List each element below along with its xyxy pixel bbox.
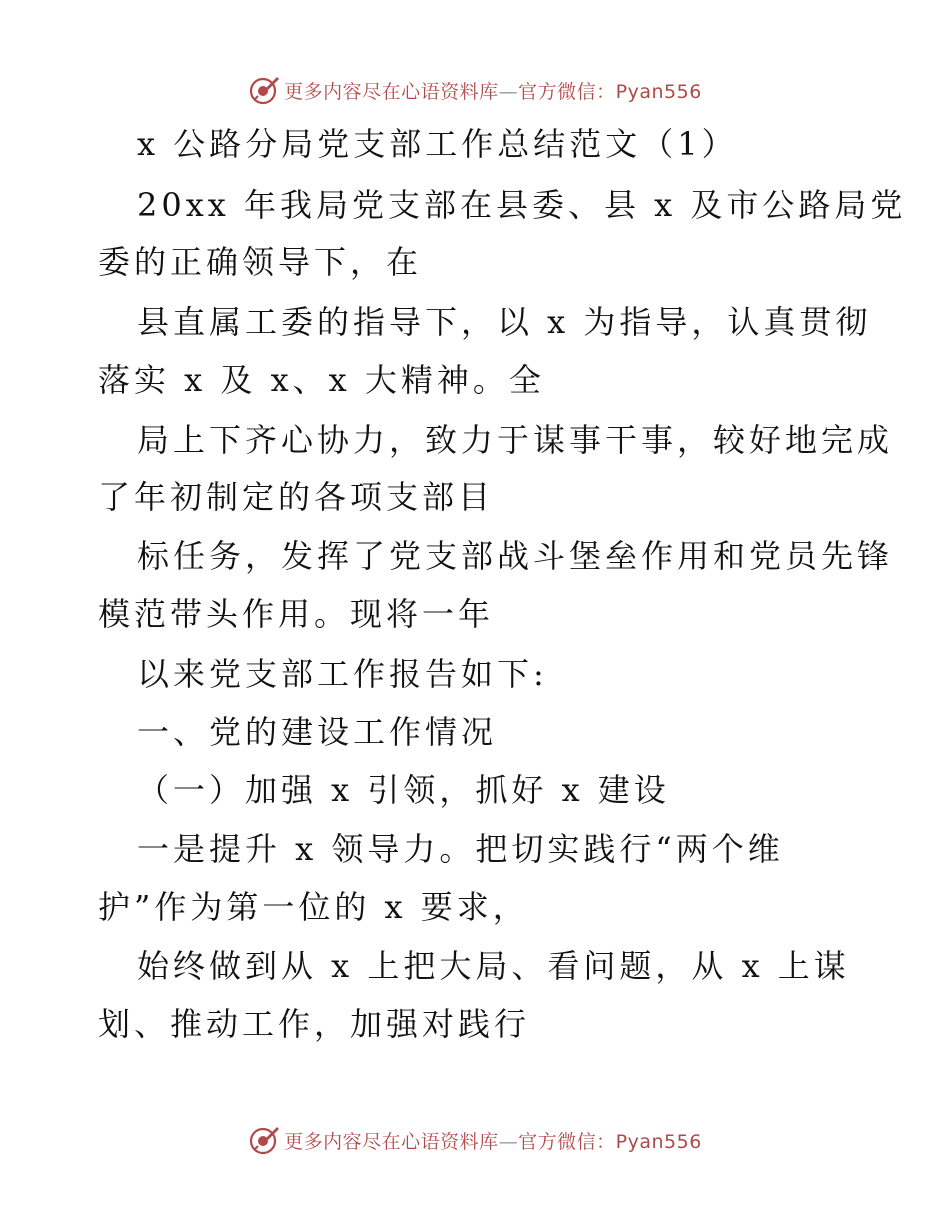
paragraph-line: 一是提升 x 领导力。把切实践行“两个维	[137, 830, 784, 868]
section-heading: 一、党的建设工作情况	[137, 713, 498, 751]
paragraph-line: 标任务，发挥了党支部战斗堡垒作用和党员先锋	[137, 537, 894, 575]
paragraph-line: 委的正确领导下，在	[98, 243, 423, 281]
watermark-text: 更多内容尽在心语资料库	[284, 80, 499, 103]
paragraph-line: 20xx 年我局党支部在县委、县 x 及市公路局党	[137, 186, 907, 224]
subsection-heading: （一）加强 x 引领，抓好 x 建设	[137, 771, 670, 809]
watermark-separator: —	[498, 1130, 519, 1153]
watermark-contact: 官方微信：Pyan556	[518, 1130, 702, 1153]
paragraph-line: 县直属工委的指导下，以 x 为指导，认真贯彻	[137, 303, 872, 341]
watermark-separator: —	[498, 80, 519, 103]
watermark-contact: 官方微信：Pyan556	[518, 80, 702, 103]
paragraph-line: 护”作为第一位的 x 要求，	[98, 888, 529, 926]
paragraph-line: 划、推动工作，加强对践行	[98, 1005, 531, 1043]
paragraph-line: 局上下齐心协力，致力于谋事干事，较好地完成	[137, 421, 894, 459]
paragraph-line: 始终做到从 x 上把大局、看问题，从 x 上谋	[137, 947, 850, 985]
watermark-text: 更多内容尽在心语资料库	[284, 1130, 499, 1153]
paragraph-line: 模范带头作用。现将一年	[98, 595, 495, 633]
paragraph-line: 了年初制定的各项支部目	[98, 478, 495, 516]
paragraph-line: 落实 x 及 x、x 大精神。全	[98, 361, 545, 399]
footer-watermark	[0, 1120, 950, 1160]
pen-circle-icon	[248, 1124, 280, 1156]
document-title: x 公路分局党支部工作总结范文（1）	[137, 125, 738, 163]
paragraph-line: 以来党支部工作报告如下:	[137, 655, 548, 693]
